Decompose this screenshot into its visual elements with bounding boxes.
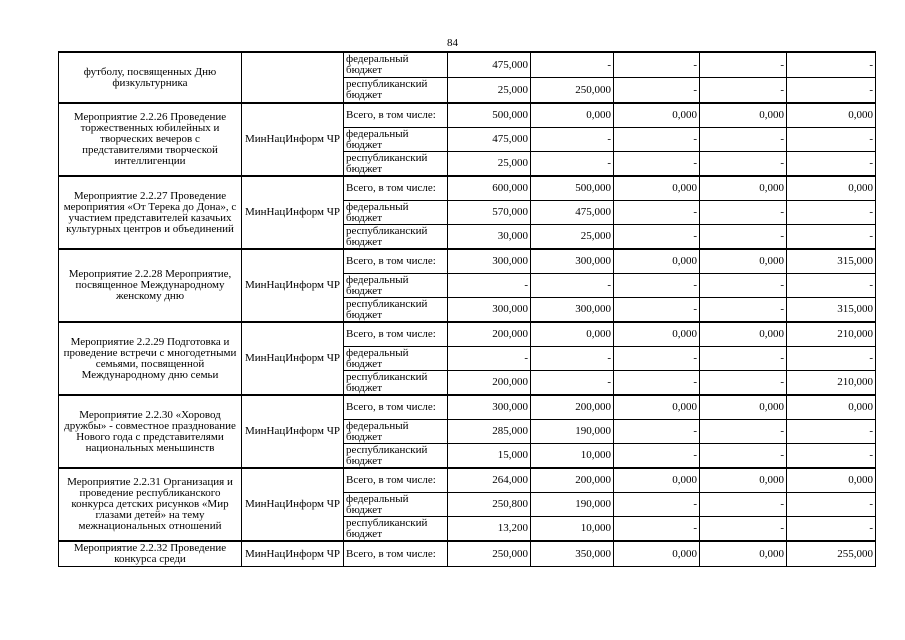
event-name-cell: Мероприятие 2.2.31 Организация и проведение республиканского конкурса детских рисунков «Мир глазами детей» на тему межнациональных отношений bbox=[59, 468, 242, 541]
executor-cell: МинНацИнформ ЧР bbox=[242, 176, 344, 249]
funding-source-cell: федеральный бюджет bbox=[344, 201, 448, 225]
funding-source-cell: Всего, в том числе: bbox=[344, 103, 448, 128]
amount-cell: 25,000 bbox=[448, 78, 531, 104]
amount-cell: 0,000 bbox=[700, 322, 787, 347]
amount-cell: 475,000 bbox=[531, 201, 614, 225]
amount-cell: - bbox=[787, 493, 876, 517]
amount-cell: 0,000 bbox=[531, 103, 614, 128]
amount-cell: - bbox=[700, 493, 787, 517]
event-name-cell: Мероприятие 2.2.29 Подготовка и проведение встречи с многодетными семьями, посвященной Международному дню семьи bbox=[59, 322, 242, 395]
funding-source-cell: республиканский бюджет bbox=[344, 444, 448, 469]
executor-cell: МинНацИнформ ЧР bbox=[242, 541, 344, 567]
amount-cell: 30,000 bbox=[448, 225, 531, 250]
amount-cell: 0,000 bbox=[614, 322, 700, 347]
funding-source-cell: Всего, в том числе: bbox=[344, 176, 448, 201]
amount-cell: - bbox=[531, 371, 614, 396]
funding-source-cell: федеральный бюджет bbox=[344, 128, 448, 152]
funding-source-cell: федеральный бюджет bbox=[344, 347, 448, 371]
amount-cell: 0,000 bbox=[700, 541, 787, 567]
amount-cell: 300,000 bbox=[531, 298, 614, 323]
table-row bbox=[59, 52, 876, 78]
amount-cell: 500,000 bbox=[448, 103, 531, 128]
amount-cell: 0,000 bbox=[700, 103, 787, 128]
amount-cell: - bbox=[700, 347, 787, 371]
amount-cell: - bbox=[614, 444, 700, 469]
amount-cell: - bbox=[531, 347, 614, 371]
amount-cell: 0,000 bbox=[700, 176, 787, 201]
amount-cell: 0,000 bbox=[614, 395, 700, 420]
amount-cell: 25,000 bbox=[531, 225, 614, 250]
amount-cell: 15,000 bbox=[448, 444, 531, 469]
executor-cell: МинНацИнформ ЧР bbox=[242, 103, 344, 176]
table-row bbox=[59, 322, 876, 347]
event-name-cell: Мероприятие 2.2.32 Проведение конкурса среди bbox=[59, 541, 242, 567]
amount-cell: - bbox=[531, 52, 614, 78]
funding-source-cell: Всего, в том числе: bbox=[344, 468, 448, 493]
amount-cell: - bbox=[614, 128, 700, 152]
amount-cell: - bbox=[700, 444, 787, 469]
amount-cell: 0,000 bbox=[787, 468, 876, 493]
amount-cell: - bbox=[614, 493, 700, 517]
amount-cell: - bbox=[614, 517, 700, 542]
amount-cell: - bbox=[614, 371, 700, 396]
amount-cell: - bbox=[700, 298, 787, 323]
amount-cell: 210,000 bbox=[787, 322, 876, 347]
amount-cell: 0,000 bbox=[700, 468, 787, 493]
amount-cell: 0,000 bbox=[614, 176, 700, 201]
table-row bbox=[59, 468, 876, 493]
funding-source-cell: Всего, в том числе: bbox=[344, 249, 448, 274]
amount-cell: - bbox=[614, 152, 700, 177]
table-row bbox=[59, 103, 876, 128]
amount-cell: - bbox=[614, 420, 700, 444]
amount-cell: 0,000 bbox=[614, 468, 700, 493]
amount-cell: 10,000 bbox=[531, 517, 614, 542]
funding-source-cell: федеральный бюджет bbox=[344, 52, 448, 78]
executor-cell: МинНацИнформ ЧР bbox=[242, 249, 344, 322]
amount-cell: - bbox=[787, 274, 876, 298]
amount-cell: - bbox=[700, 201, 787, 225]
amount-cell: - bbox=[700, 371, 787, 396]
amount-cell: - bbox=[448, 274, 531, 298]
amount-cell: 300,000 bbox=[448, 249, 531, 274]
amount-cell: - bbox=[700, 78, 787, 104]
funding-source-cell: республиканский бюджет bbox=[344, 517, 448, 542]
amount-cell: 475,000 bbox=[448, 128, 531, 152]
table-row bbox=[59, 541, 876, 567]
funding-source-cell: республиканский бюджет bbox=[344, 78, 448, 104]
event-name-cell: Мероприятие 2.2.28 Мероприятие, посвященное Международному женскому дню bbox=[59, 249, 242, 322]
amount-cell: 190,000 bbox=[531, 493, 614, 517]
amount-cell: 255,000 bbox=[787, 541, 876, 567]
amount-cell: 25,000 bbox=[448, 152, 531, 177]
funding-source-cell: Всего, в том числе: bbox=[344, 395, 448, 420]
funding-source-cell: Всего, в том числе: bbox=[344, 541, 448, 567]
event-name-cell: Мероприятие 2.2.27 Проведение мероприятия «От Терека до Дона», с участием представителей казачьих культурных центров и объединений bbox=[59, 176, 242, 249]
funding-source-cell: федеральный бюджет bbox=[344, 274, 448, 298]
funding-source-cell: республиканский бюджет bbox=[344, 152, 448, 177]
amount-cell: 0,000 bbox=[787, 395, 876, 420]
amount-cell: - bbox=[787, 128, 876, 152]
amount-cell: - bbox=[700, 225, 787, 250]
table-body bbox=[59, 52, 876, 567]
amount-cell: - bbox=[700, 128, 787, 152]
table-row bbox=[59, 176, 876, 201]
amount-cell: 0,000 bbox=[787, 176, 876, 201]
amount-cell: 10,000 bbox=[531, 444, 614, 469]
amount-cell: 200,000 bbox=[531, 468, 614, 493]
amount-cell: 475,000 bbox=[448, 52, 531, 78]
amount-cell: - bbox=[531, 128, 614, 152]
funding-source-cell: федеральный бюджет bbox=[344, 420, 448, 444]
event-name-cell: футболу, посвященных Дню физкультурника bbox=[59, 52, 242, 103]
amount-cell: - bbox=[787, 347, 876, 371]
amount-cell: 210,000 bbox=[787, 371, 876, 396]
amount-cell: - bbox=[787, 517, 876, 542]
amount-cell: 315,000 bbox=[787, 298, 876, 323]
amount-cell: 500,000 bbox=[531, 176, 614, 201]
amount-cell: 200,000 bbox=[448, 371, 531, 396]
amount-cell: - bbox=[614, 225, 700, 250]
executor-cell: МинНацИнформ ЧР bbox=[242, 468, 344, 541]
amount-cell: 0,000 bbox=[787, 103, 876, 128]
page-number: 84 bbox=[447, 37, 458, 49]
funding-source-cell: республиканский бюджет bbox=[344, 298, 448, 323]
amount-cell: 13,200 bbox=[448, 517, 531, 542]
budget-table bbox=[58, 51, 876, 567]
amount-cell: - bbox=[787, 201, 876, 225]
amount-cell: 250,800 bbox=[448, 493, 531, 517]
amount-cell: 200,000 bbox=[448, 322, 531, 347]
amount-cell: - bbox=[614, 274, 700, 298]
funding-source-cell: Всего, в том числе: bbox=[344, 322, 448, 347]
amount-cell: 200,000 bbox=[531, 395, 614, 420]
event-name-cell: Мероприятие 2.2.30 «Хоровод дружбы» - совместное празднование Нового года с представителями национальных меньшинств bbox=[59, 395, 242, 468]
amount-cell: - bbox=[614, 298, 700, 323]
amount-cell: 350,000 bbox=[531, 541, 614, 567]
amount-cell: 570,000 bbox=[448, 201, 531, 225]
event-name-cell: Мероприятие 2.2.26 Проведение торжественных юбилейных и творческих вечеров с представителями творческой интеллигенции bbox=[59, 103, 242, 176]
amount-cell: 285,000 bbox=[448, 420, 531, 444]
amount-cell: - bbox=[531, 274, 614, 298]
amount-cell: - bbox=[787, 420, 876, 444]
amount-cell: - bbox=[614, 201, 700, 225]
amount-cell: 0,000 bbox=[700, 249, 787, 274]
amount-cell: 600,000 bbox=[448, 176, 531, 201]
amount-cell: 190,000 bbox=[531, 420, 614, 444]
amount-cell: - bbox=[787, 152, 876, 177]
amount-cell: 315,000 bbox=[787, 249, 876, 274]
amount-cell: 300,000 bbox=[531, 249, 614, 274]
amount-cell: 0,000 bbox=[531, 322, 614, 347]
amount-cell: - bbox=[700, 52, 787, 78]
amount-cell: - bbox=[614, 347, 700, 371]
table-row bbox=[59, 395, 876, 420]
amount-cell: - bbox=[787, 78, 876, 104]
funding-source-cell: федеральный бюджет bbox=[344, 493, 448, 517]
funding-source-cell: республиканский бюджет bbox=[344, 225, 448, 250]
amount-cell: 264,000 bbox=[448, 468, 531, 493]
amount-cell: 300,000 bbox=[448, 298, 531, 323]
amount-cell: - bbox=[700, 420, 787, 444]
amount-cell: - bbox=[700, 152, 787, 177]
funding-source-cell: республиканский бюджет bbox=[344, 371, 448, 396]
amount-cell: 250,000 bbox=[448, 541, 531, 567]
amount-cell: 300,000 bbox=[448, 395, 531, 420]
amount-cell: - bbox=[787, 444, 876, 469]
amount-cell: - bbox=[787, 52, 876, 78]
amount-cell: - bbox=[448, 347, 531, 371]
executor-cell bbox=[242, 52, 344, 103]
executor-cell: МинНацИнформ ЧР bbox=[242, 395, 344, 468]
amount-cell: - bbox=[787, 225, 876, 250]
amount-cell: 250,000 bbox=[531, 78, 614, 104]
amount-cell: - bbox=[531, 152, 614, 177]
amount-cell: 0,000 bbox=[614, 249, 700, 274]
amount-cell: - bbox=[614, 78, 700, 104]
amount-cell: - bbox=[700, 274, 787, 298]
amount-cell: 0,000 bbox=[614, 103, 700, 128]
executor-cell: МинНацИнформ ЧР bbox=[242, 322, 344, 395]
table-row bbox=[59, 249, 876, 274]
amount-cell: - bbox=[614, 52, 700, 78]
amount-cell: 0,000 bbox=[700, 395, 787, 420]
amount-cell: - bbox=[700, 517, 787, 542]
amount-cell: 0,000 bbox=[614, 541, 700, 567]
